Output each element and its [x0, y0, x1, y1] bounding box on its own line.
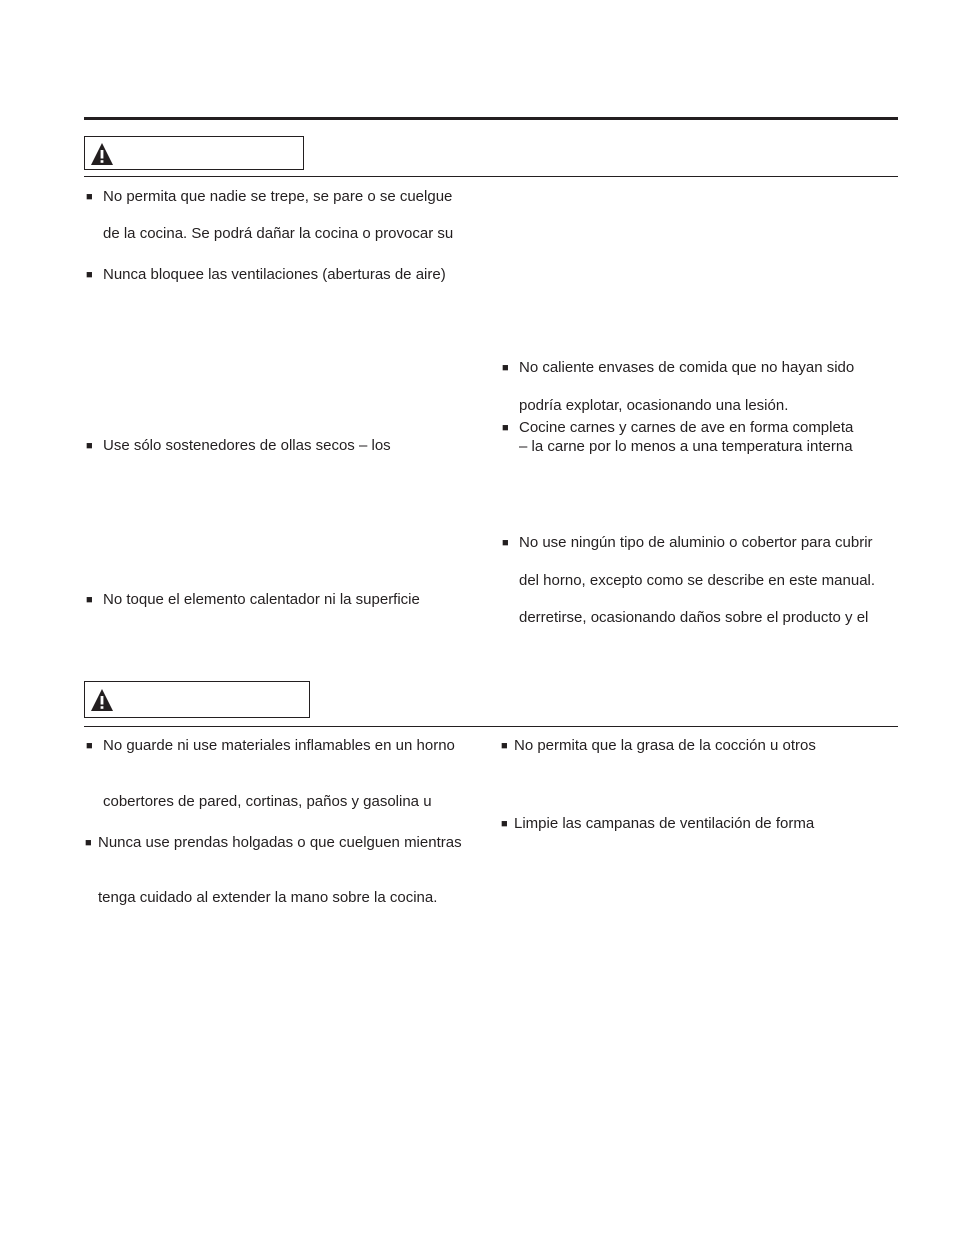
top-rule [84, 117, 898, 120]
bullet-marker: ■ [502, 362, 509, 374]
bullet-marker: ■ [85, 837, 92, 849]
text-line: – la carne por lo menos a una temperatura interna [519, 438, 853, 455]
text-line: No toque el elemento calentador ni la superficie [103, 591, 420, 608]
bullet-marker: ■ [501, 818, 508, 830]
warning-triangle-icon [90, 688, 114, 712]
section-rule-1 [84, 176, 898, 177]
text-line: Limpie las campanas de ventilación de forma [514, 815, 815, 832]
text-line: No caliente envases de comida que no hayan sido [519, 359, 855, 376]
text-line: Nunca bloquee las ventilaciones (aberturas de aire) [103, 266, 446, 283]
warning-label-box-1 [84, 136, 304, 170]
text-line: Nunca use prendas holgadas o que cuelguen mientras [98, 834, 462, 851]
bullet-marker: ■ [86, 191, 93, 203]
warning-label-box-2 [84, 681, 310, 718]
text-line: derretirse, ocasionando daños sobre el producto y el [519, 609, 869, 626]
text-line: No permita que la grasa de la cocción u otros [514, 737, 816, 754]
text-line: Use sólo sostenedores de ollas secos – los [103, 437, 391, 454]
text-line: cobertores de pared, cortinas, paños y gasolina u [103, 793, 432, 810]
text-line: No permita que nadie se trepe, se pare o se cuelgue [103, 188, 453, 205]
bullet-marker: ■ [502, 422, 509, 434]
text-line: Cocine carnes y carnes de ave en forma completa [519, 419, 854, 436]
bullet-marker: ■ [86, 740, 93, 752]
text-line: podría explotar, ocasionando una lesión. [519, 397, 789, 414]
warning-triangle-icon [90, 142, 114, 166]
text-line: tenga cuidado al extender la mano sobre la cocina. [98, 889, 438, 906]
bullet-marker: ■ [86, 594, 93, 606]
text-line: No use ningún tipo de aluminio o cobertor para cubrir [519, 534, 873, 551]
bullet-marker: ■ [86, 269, 93, 281]
text-line: de la cocina. Se podrá dañar la cocina o provocar su [103, 225, 454, 242]
bullet-marker: ■ [502, 537, 509, 549]
bullet-marker: ■ [501, 740, 508, 752]
text-line: del horno, excepto como se describe en este manual. [519, 572, 876, 589]
text-line: No guarde ni use materiales inflamables en un horno [103, 737, 455, 754]
bullet-marker: ■ [86, 440, 93, 452]
section-rule-2 [84, 726, 898, 727]
